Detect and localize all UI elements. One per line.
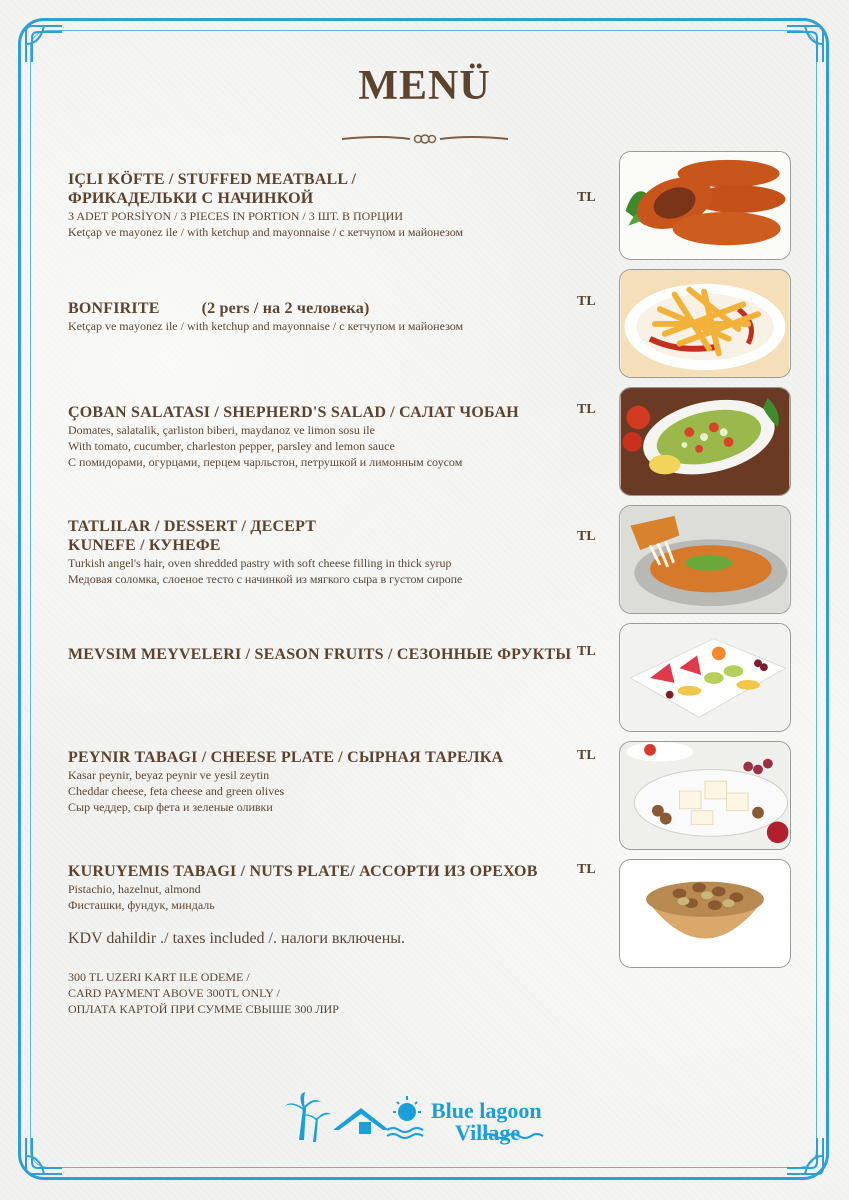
corner-ornament-icon (22, 22, 66, 66)
item-name: TATLILAR / DESSERT / ДЕСЕРТ KUNEFE / КУНЕФЕ (68, 518, 317, 554)
menu-item-bonfirite (68, 299, 568, 334)
item-desc: Ketçap ve mayonez ile / with ketchup and mayonnaise / с кетчупом и майонезом (68, 319, 464, 333)
title-divider-ornament-icon (340, 131, 510, 147)
item-price: TL (577, 402, 596, 417)
shepherd-salad-photo (619, 387, 791, 496)
item-price: TL (577, 529, 596, 544)
item-desc: Domates, salatalik, çarliston biberi, maydanoz ve limon sosu ile (68, 423, 375, 437)
item-price: TL (577, 862, 596, 877)
blue-lagoon-village-logo (283, 1090, 573, 1146)
item-name: ÇOBAN SALATASI / SHEPHERD'S SALAD / САЛАТ ЧОБАН (68, 404, 519, 421)
cheese-plate-photo (619, 741, 791, 850)
item-price: TL (577, 644, 596, 659)
menu-item-nuts-plate (68, 862, 568, 913)
item-price: TL (577, 748, 596, 763)
item-desc: Cheddar cheese, feta cheese and green olives (68, 784, 285, 798)
item-desc: 3 ADET PORSİYON / 3 PIECES IN PORTION / 3 ШТ. В ПОРЦИИ (68, 209, 403, 223)
corner-ornament-icon (783, 1134, 827, 1178)
menu-item-shepherds-salad (68, 403, 568, 470)
item-desc: Фисташки, фундук, миндаль (68, 898, 215, 912)
item-desc: Turkish angel's hair, oven shredded pastry with soft cheese filling in thick syrup (68, 556, 452, 570)
corner-ornament-icon (22, 1134, 66, 1178)
payment-note-line: CARD PAYMENT ABOVE 300TL ONLY / (68, 986, 280, 1000)
french-fries-photo (619, 269, 791, 378)
item-desc: Сыр чеддер, сыр фета и зеленые оливки (68, 800, 273, 814)
logo-line2: Village (455, 1120, 521, 1145)
item-desc: С помидорами, огурцами, перцем чарльстон, петрушкой и лимонным соусом (68, 455, 463, 469)
season-fruits-photo (619, 623, 791, 732)
payment-note-line: 300 TL UZERI KART ILE ODEME / (68, 970, 250, 984)
logo-line1: Blue lagoon (431, 1098, 542, 1123)
stuffed-meatball-photo (619, 151, 791, 260)
item-name: MEVSIM MEYVELERI / SEASON FRUITS / СЕЗОННЫЕ ФРУКТЫ (68, 646, 572, 663)
item-name: IÇLI KÖFTE / STUFFED MEATBALL / ФРИКАДЕЛЬКИ С НАЧИНКОЙ (68, 171, 357, 207)
menu-item-cheese-plate (68, 748, 568, 815)
menu-item-season-fruits (68, 645, 572, 664)
menu-title: MENÜ (358, 63, 491, 109)
menu-item-stuffed-meatball (68, 170, 568, 240)
payment-note (68, 969, 339, 1017)
payment-note-line: ОПЛАТА КАРТОЙ ПРИ СУММЕ СВЫШЕ 300 ЛИР (68, 1002, 339, 1016)
item-price: TL (577, 190, 596, 205)
item-desc: Pistachio, hazelnut, almond (68, 882, 201, 896)
item-name: PEYNIR TABAGI / CHEESE PLATE / СЫРНАЯ ТАРЕЛКА (68, 749, 504, 766)
item-desc: Kasar peynir, beyaz peynir ve yesil zeytin (68, 768, 270, 782)
corner-ornament-icon (783, 22, 827, 66)
item-price: TL (577, 294, 596, 309)
item-name: BONFIRITE (2 pers / на 2 человека) (68, 300, 370, 317)
menu-item-kunefe (68, 517, 568, 587)
kunefe-photo (619, 505, 791, 614)
nuts-plate-photo (619, 859, 791, 968)
item-desc: Медовая соломка, слоеное тесто с начинкой из мягкого сыра в густом сиропе (68, 572, 463, 586)
item-desc: With tomato, cucumber, charleston pepper, parsley and lemon sauce (68, 439, 395, 453)
item-desc: Ketçap ve mayonez ile / with ketchup and mayonnaise / с кетчупом и майонезом (68, 225, 464, 239)
item-name: KURUYEMIS TABAGI / NUTS PLATE/ АССОРТИ ИЗ ОРЕХОВ (68, 863, 538, 880)
tax-note: KDV dahildir ./ taxes included /. налоги включены. (68, 930, 406, 947)
